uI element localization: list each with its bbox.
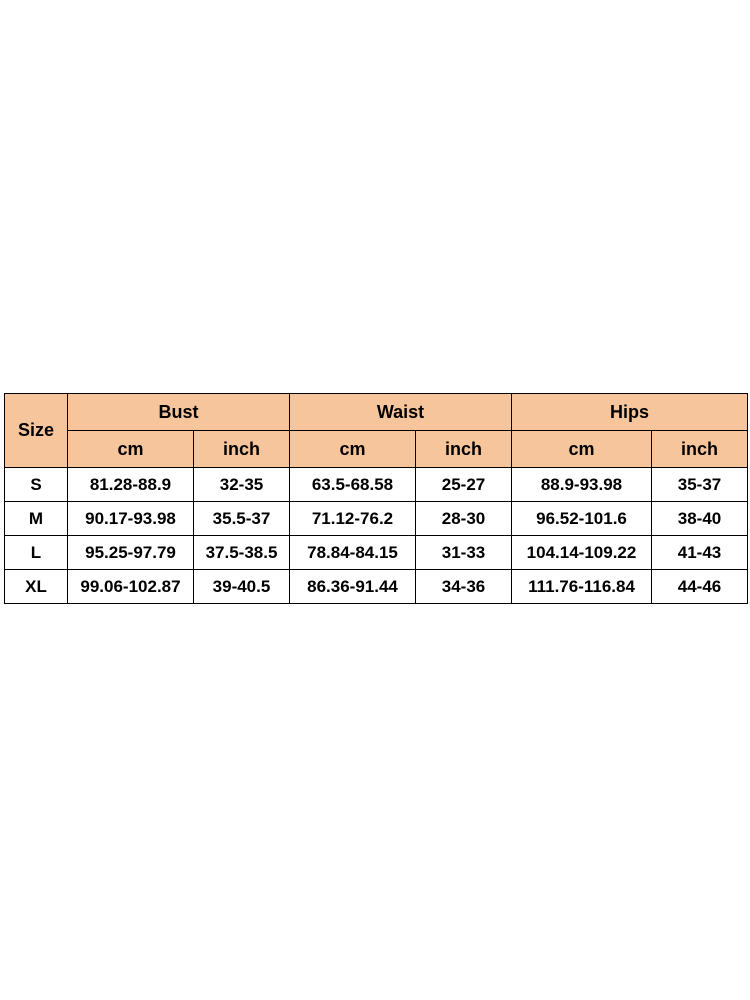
size-label: M <box>5 502 68 536</box>
waist-inch-value: 25-27 <box>416 468 512 502</box>
bust-cm-value: 81.28-88.9 <box>68 468 194 502</box>
bust-cm-header: cm <box>68 431 194 468</box>
waist-cm-header: cm <box>290 431 416 468</box>
bust-cm-value: 90.17-93.98 <box>68 502 194 536</box>
bust-inch-value: 37.5-38.5 <box>194 536 290 570</box>
bust-header: Bust <box>68 394 290 431</box>
waist-inch-value: 34-36 <box>416 570 512 604</box>
hips-cm-value: 96.52-101.6 <box>512 502 652 536</box>
bust-inch-value: 35.5-37 <box>194 502 290 536</box>
table-row-xl <box>5 570 748 604</box>
bust-cm-value: 95.25-97.79 <box>68 536 194 570</box>
hips-cm-value: 88.9-93.98 <box>512 468 652 502</box>
size-chart-table <box>4 393 748 604</box>
table-row-l <box>5 536 748 570</box>
waist-inch-value: 31-33 <box>416 536 512 570</box>
hips-header: Hips <box>512 394 748 431</box>
hips-cm-value: 111.76-116.84 <box>512 570 652 604</box>
size-label: S <box>5 468 68 502</box>
hips-inch-value: 41-43 <box>652 536 748 570</box>
table-row-m <box>5 502 748 536</box>
table-row-s <box>5 468 748 502</box>
hips-inch-value: 44-46 <box>652 570 748 604</box>
waist-header: Waist <box>290 394 512 431</box>
waist-cm-value: 78.84-84.15 <box>290 536 416 570</box>
header-unit-row <box>5 431 748 468</box>
waist-cm-value: 63.5-68.58 <box>290 468 416 502</box>
bust-cm-value: 99.06-102.87 <box>68 570 194 604</box>
header-group-row <box>5 394 748 431</box>
waist-cm-value: 71.12-76.2 <box>290 502 416 536</box>
bust-inch-header: inch <box>194 431 290 468</box>
hips-inch-header: inch <box>652 431 748 468</box>
bust-inch-value: 32-35 <box>194 468 290 502</box>
size-label: L <box>5 536 68 570</box>
bust-inch-value: 39-40.5 <box>194 570 290 604</box>
waist-cm-value: 86.36-91.44 <box>290 570 416 604</box>
hips-inch-value: 38-40 <box>652 502 748 536</box>
hips-cm-header: cm <box>512 431 652 468</box>
waist-inch-header: inch <box>416 431 512 468</box>
size-label: XL <box>5 570 68 604</box>
hips-cm-value: 104.14-109.22 <box>512 536 652 570</box>
waist-inch-value: 28-30 <box>416 502 512 536</box>
size-header: Size <box>5 394 68 468</box>
hips-inch-value: 35-37 <box>652 468 748 502</box>
